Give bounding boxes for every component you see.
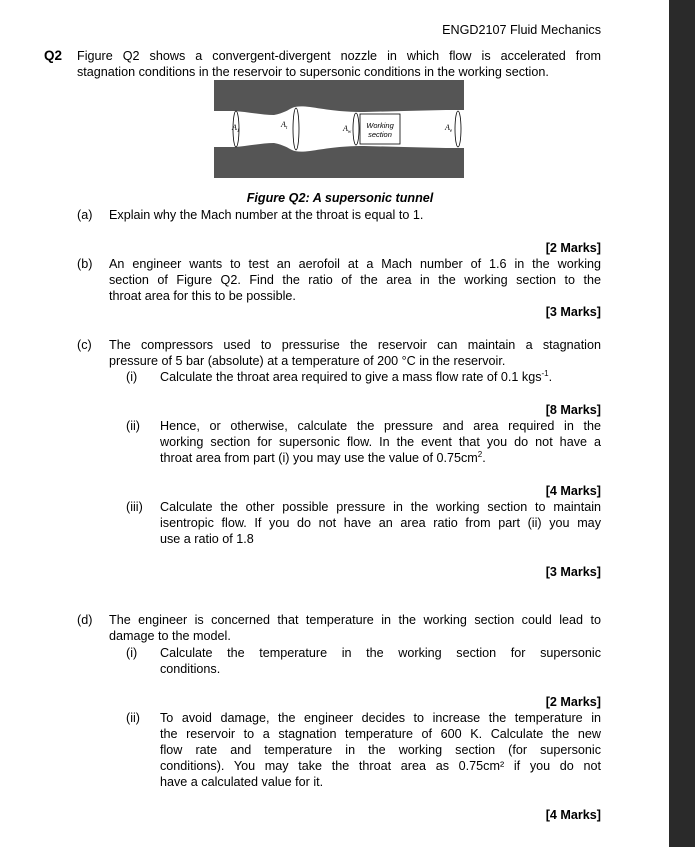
label-a1: A <box>232 123 237 132</box>
part-d-i-marks: [2 Marks] <box>545 695 601 709</box>
working-entry-ellipse <box>353 113 359 145</box>
label-section: section <box>368 130 392 139</box>
part-c-iii-line-1: Calculate the other possible pressure in the working section to maintain <box>160 500 601 514</box>
part-c-line-1: The compressors used to pressurise the reservoir can maintain a stagnation <box>109 338 601 352</box>
intro-line-1: Figure Q2 shows a convergent-divergent nozzle in which flow is accelerated from <box>77 49 601 63</box>
part-c-iii-label: (iii) <box>126 500 143 514</box>
figure-caption: Figure Q2: A supersonic tunnel <box>246 191 434 205</box>
part-d-ii-label: (ii) <box>126 711 140 725</box>
nozzle-figure <box>214 80 464 178</box>
part-b-line-1: An engineer wants to test an aerofoil at a Mach number of 1.6 in the working <box>109 257 601 271</box>
svg-text:A1: $A_1$ <box>232 123 240 134</box>
part-d-i-line-2: conditions. <box>160 662 221 676</box>
part-d-i-line-1: Calculate the temperature in the working section for supersonic <box>160 646 601 660</box>
part-d-ii-line-3: flow rate and temperature in the working section (for supersonic <box>160 743 601 757</box>
intro-line-2: stagnation conditions in the reservoir to supersonic conditions in the working section. <box>77 65 549 79</box>
label-aw: A <box>343 124 348 133</box>
throat-ellipse <box>293 108 299 150</box>
part-d-ii-line-5: have a calculated value for it. <box>160 775 324 789</box>
part-c-ii-line-1: Hence, or otherwise, calculate the pressure and area required in the <box>160 419 601 433</box>
part-c-ii-line-2: working section for supersonic flow. In the event that you do not have a <box>160 435 601 449</box>
part-c-label: (c) <box>77 338 92 352</box>
part-a-label: (a) <box>77 208 93 222</box>
part-c-i-text: Calculate the throat area required to give a mass flow rate of 0.1 kgs$^{-1}$. <box>160 368 553 384</box>
part-a-marks: [2 Marks] <box>545 241 601 255</box>
nozzle-lower-wall <box>214 143 464 178</box>
part-c-i-label: (i) <box>126 370 138 384</box>
part-a-text: Explain why the Mach number at the throat is equal to 1. <box>109 208 424 222</box>
svg-text:Ae: $A_e$ <box>445 123 453 134</box>
label-working: Working <box>366 121 394 130</box>
svg-text:At: $A_t$ <box>281 120 288 131</box>
part-c-ii-line-3: throat area from part (i) you may use the value of $0.75cm^2$. <box>160 449 486 465</box>
part-c-ii-marks: [4 Marks] <box>545 484 601 498</box>
part-d-ii-line-1: To avoid damage, the engineer decides to increase the temperature in <box>160 711 601 725</box>
part-c-iii-marks: [3 Marks] <box>545 565 601 579</box>
exit-ellipse <box>455 111 461 147</box>
question-number: Q2 <box>44 48 63 63</box>
part-c-iii-line-2: isentropic flow. If you do not have an area ratio from part (ii) you may <box>160 516 601 530</box>
page-edge-bar <box>669 0 695 847</box>
part-c-line-2: pressure of 5 bar (absolute) at a temperature of 200 °C in the reservoir. <box>109 354 506 368</box>
course-header: ENGD2107 Fluid Mechanics <box>442 23 601 37</box>
part-d-ii-line-2: the reservoir to a stagnation temperature of 600 K. Calculate the new <box>160 727 601 741</box>
part-c-ii-label: (ii) <box>126 419 140 433</box>
part-c-iii-line-3: use a ratio of 1.8 <box>160 532 254 546</box>
part-d-ii-line-4: conditions). You may take the throat area as 0.75cm² if you do not <box>160 759 601 773</box>
part-d-label: (d) <box>77 613 93 627</box>
part-b-line-3: throat area for this to be possible. <box>109 289 296 303</box>
svg-text:Aw: $A_w$ <box>343 124 352 135</box>
part-d-i-label: (i) <box>126 646 138 660</box>
part-b-label: (b) <box>77 257 93 271</box>
label-ae: A <box>445 123 450 132</box>
part-d-line-2: damage to the model. <box>109 629 231 643</box>
part-d-line-1: The engineer is concerned that temperature in the working section could lead to <box>109 613 601 627</box>
nozzle-upper-wall <box>214 80 464 115</box>
label-at: A <box>281 120 286 129</box>
part-d-ii-marks: [4 Marks] <box>545 808 601 822</box>
part-b-marks: [3 Marks] <box>545 305 601 319</box>
part-b-line-2: section of Figure Q2. Find the ratio of the area in the working section to the <box>109 273 601 287</box>
part-c-i-marks: [8 Marks] <box>545 403 601 417</box>
